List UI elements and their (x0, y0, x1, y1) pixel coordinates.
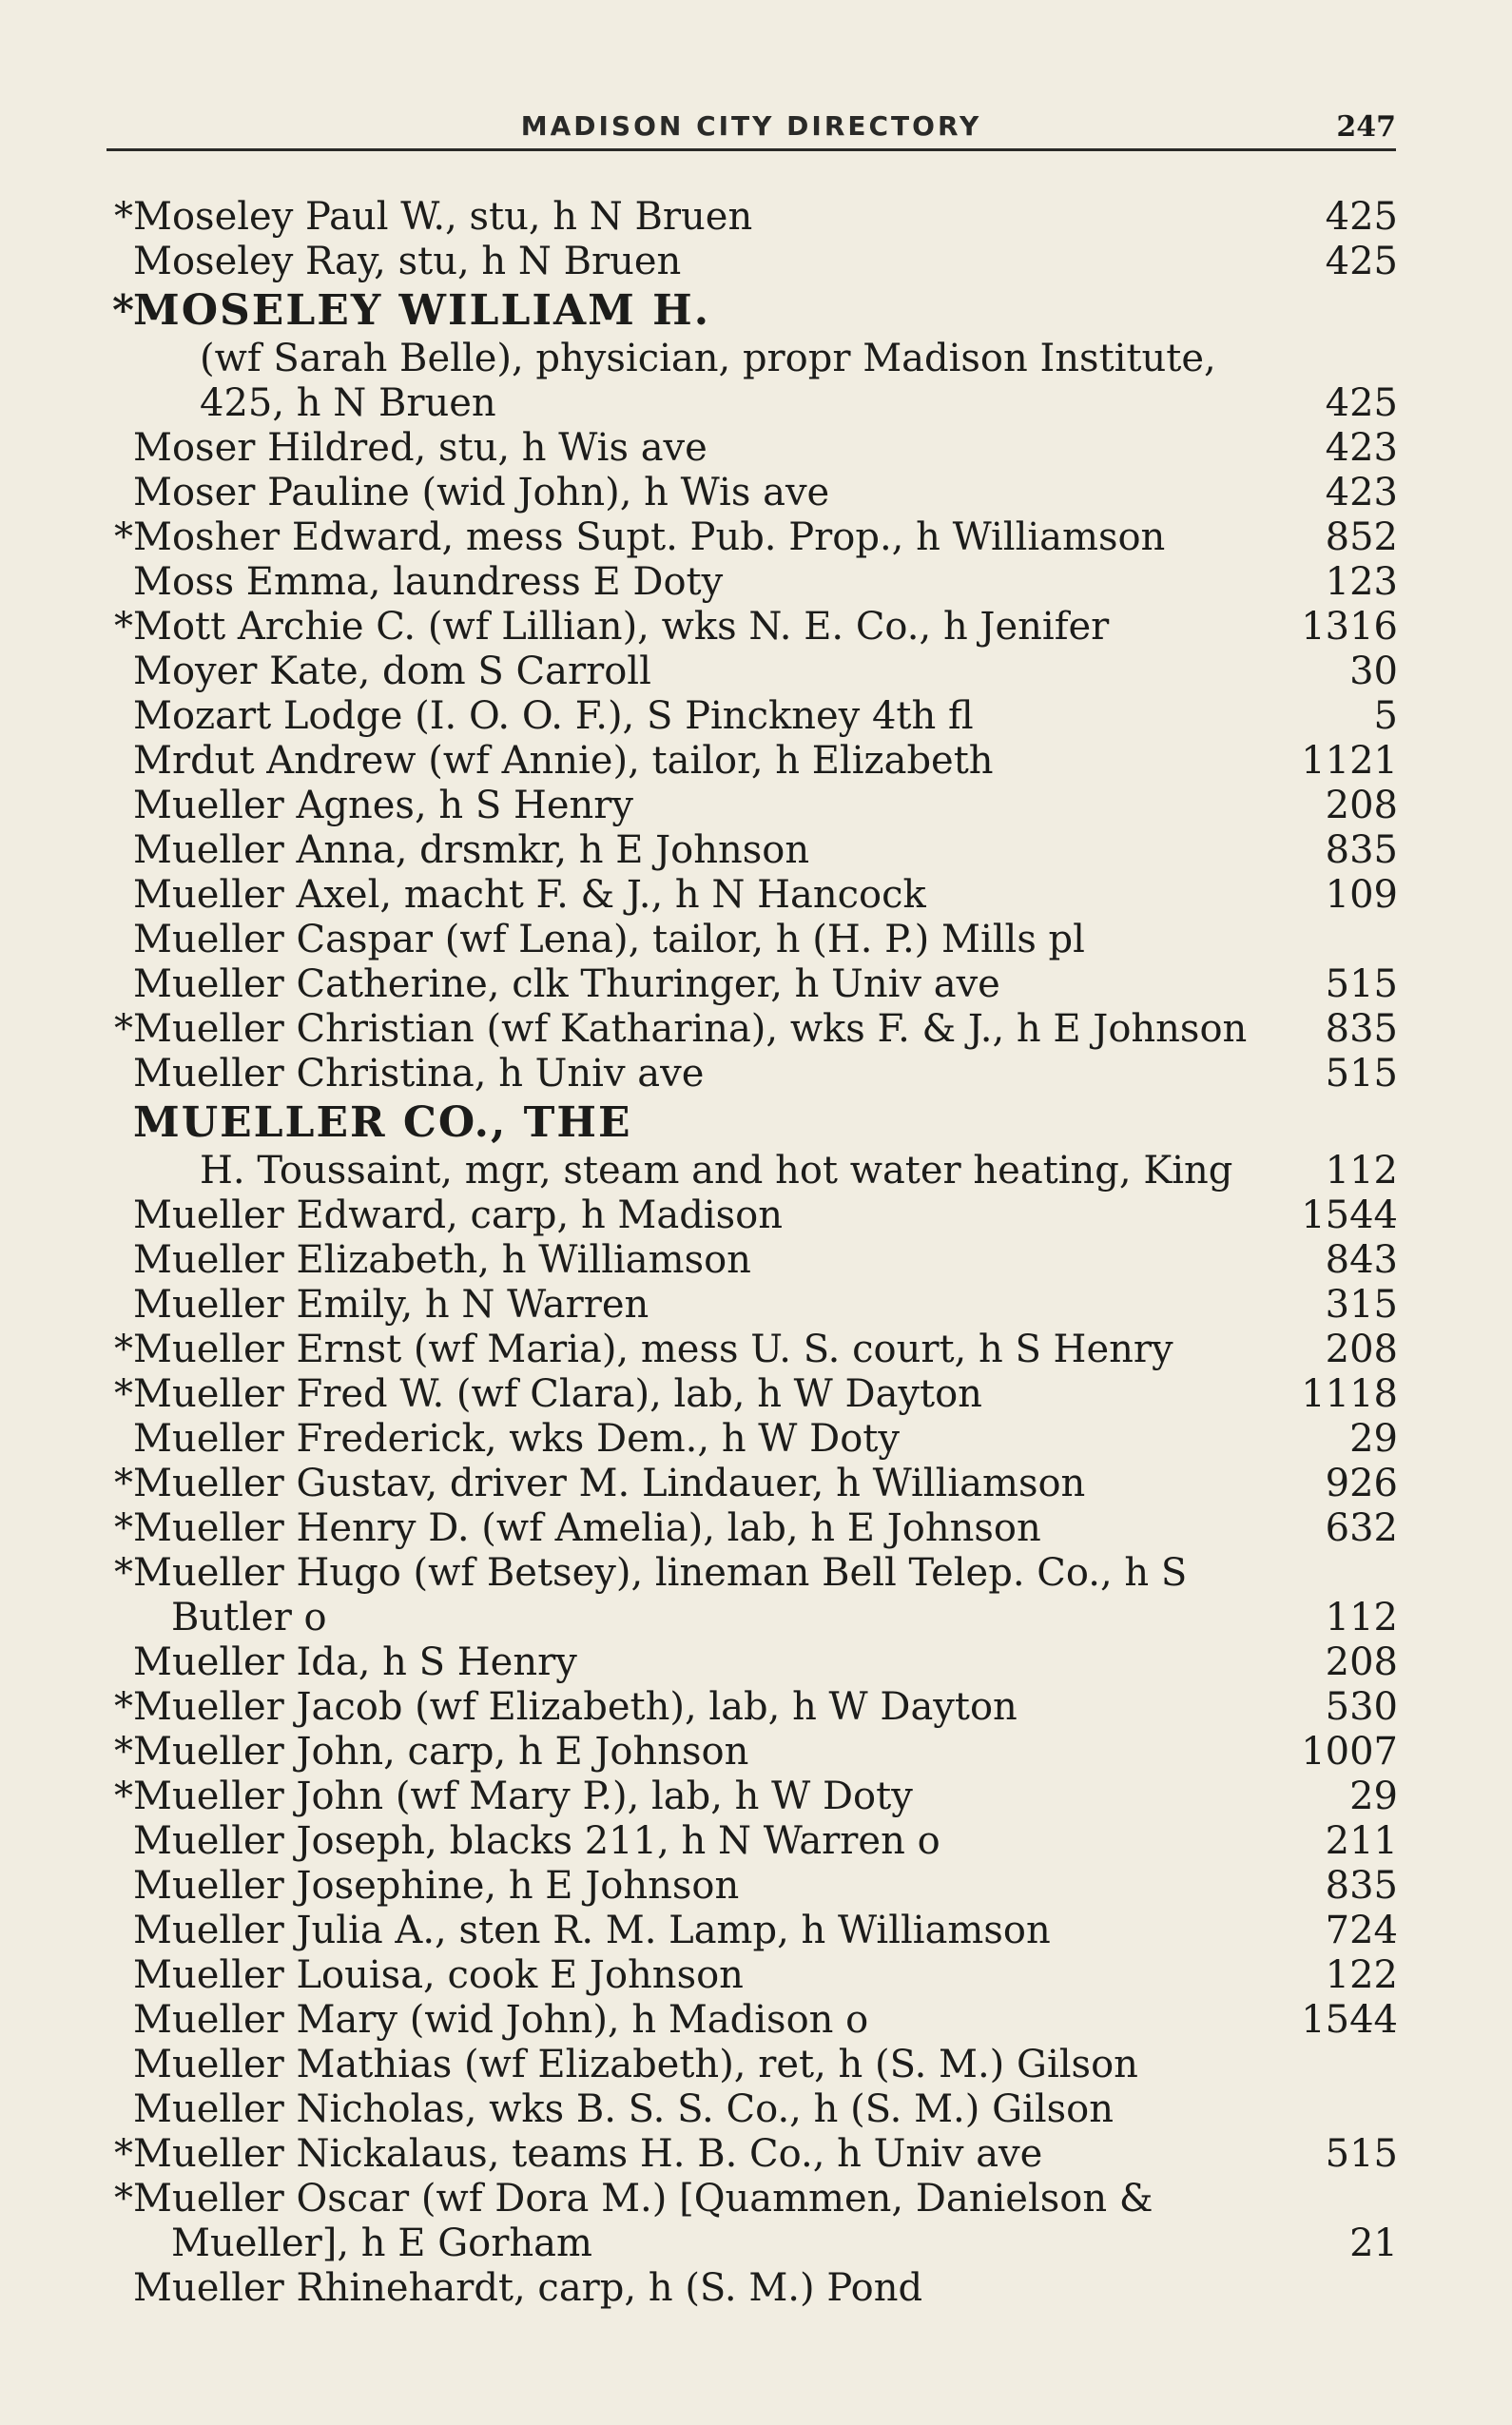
entry-text: Mueller Louisa, cook E Johnson (133, 1953, 744, 1997)
page-number: 247 (1336, 110, 1396, 144)
entry-address-number: 30 (1349, 650, 1398, 693)
directory-entry (112, 1283, 1398, 1328)
directory-entry (112, 1506, 1398, 1551)
resident-star-marker: * (114, 1462, 133, 1505)
directory-entry (112, 1730, 1398, 1775)
resident-star-marker: * (114, 1775, 133, 1818)
entry-address-number: 425 (1325, 240, 1398, 283)
directory-entry (112, 1775, 1398, 1819)
entry-text: Moss Emma, laundress E Doty (133, 560, 724, 604)
resident-star-marker: * (114, 195, 133, 239)
entry-text: Mueller Christina, h Univ ave (133, 1052, 705, 1096)
entry-text: Mueller Catherine, clk Thuringer, h Univ ave (133, 962, 1000, 1006)
directory-entry (112, 962, 1398, 1007)
entry-text: H. Toussaint, mgr, steam and hot water heating, King (200, 1149, 1233, 1193)
entry-address-number: 208 (1325, 1328, 1398, 1371)
entry-text: Mueller John (wf Mary P.), lab, h W Doty (133, 1775, 913, 1818)
entry-text: Mueller Gustav, driver M. Lindauer, h Williamson (133, 1462, 1086, 1505)
directory-entry (112, 1819, 1398, 1864)
entry-text: Mueller Frederick, wks Dem., h W Doty (133, 1417, 900, 1461)
entry-address-number: 425 (1325, 381, 1398, 425)
resident-star-marker: * (114, 605, 133, 649)
entry-address-number: 835 (1325, 1864, 1398, 1908)
entry-address-number: 1118 (1301, 1372, 1398, 1416)
directory-entry (112, 195, 1398, 240)
directory-entry (112, 1462, 1398, 1506)
resident-star-marker: * (114, 1506, 133, 1550)
running-title: MADISON CITY DIRECTORY (520, 110, 982, 142)
entry-heading (112, 284, 1398, 337)
directory-entry (112, 1953, 1398, 1998)
resident-star-marker: * (114, 1372, 133, 1416)
entry-address-number: 843 (1325, 1238, 1398, 1282)
entry-text: Mozart Lodge (I. O. O. F.), S Pinckney 4th fl (133, 694, 974, 738)
entry-text: Mueller Nicholas, wks B. S. S. Co., h (S. M.) Gilson (133, 2087, 1114, 2131)
entry-text: Moseley Ray, stu, h N Bruen (133, 240, 682, 283)
entry-address-number: 835 (1325, 1007, 1398, 1051)
entry-address-number: 425 (1325, 195, 1398, 239)
directory-entry (112, 1328, 1398, 1372)
entry-text: Moser Pauline (wid John), h Wis ave (133, 471, 830, 514)
entry-address-number: 423 (1325, 471, 1398, 514)
entry-text: Butler o (171, 1596, 327, 1639)
entry-continuation (112, 381, 1398, 426)
entry-address-number: 1316 (1301, 605, 1398, 649)
entry-text: Mueller], h E Gorham (171, 2221, 592, 2265)
entry-address-number: 109 (1325, 873, 1398, 917)
resident-star-marker: * (114, 1328, 133, 1371)
entry-address-number: 1544 (1301, 1998, 1398, 2042)
directory-entry (112, 1372, 1398, 1417)
entry-text: Moser Hildred, stu, h Wis ave (133, 426, 708, 470)
entry-address-number: 29 (1349, 1417, 1398, 1461)
resident-star-marker: * (114, 1730, 133, 1774)
directory-entry (112, 560, 1398, 605)
resident-star-marker: * (112, 286, 137, 335)
directory-entry (112, 1238, 1398, 1283)
entry-text: Mueller Agnes, h S Henry (133, 784, 633, 827)
entry-text: Mueller Fred W. (wf Clara), lab, h W Dayton (133, 1372, 982, 1416)
entry-text: Mueller Nickalaus, teams H. B. Co., h Univ ave (133, 2132, 1043, 2176)
entry-text: Mueller Julia A., sten R. M. Lamp, h Williamson (133, 1909, 1051, 1952)
entry-text: Mueller Ernst (wf Maria), mess U. S. court, h S Henry (133, 1328, 1173, 1371)
directory-entry (112, 2266, 1398, 2311)
directory-entry (112, 1864, 1398, 1909)
directory-entry (112, 1007, 1398, 1052)
entry-text: Mueller Mary (wid John), h Madison o (133, 1998, 869, 2042)
entry-address-number: 208 (1325, 784, 1398, 827)
directory-entry (112, 1640, 1398, 1685)
entry-text: MUELLER CO., THE (133, 1098, 632, 1147)
resident-star-marker: * (114, 2132, 133, 2176)
entry-address-number: 423 (1325, 426, 1398, 470)
directory-entry (112, 1909, 1398, 1953)
entry-address-number: 835 (1325, 828, 1398, 872)
entry-text: Mott Archie C. (wf Lillian), wks N. E. Co., h Jenifer (133, 605, 1110, 649)
entry-text: Mueller Ida, h S Henry (133, 1640, 577, 1684)
directory-entry (112, 605, 1398, 650)
entry-address-number: 208 (1325, 1640, 1398, 1684)
entry-address-number: 5 (1373, 694, 1398, 738)
entry-continuation (112, 1149, 1398, 1193)
entry-text: 425, h N Bruen (200, 381, 496, 425)
entry-address-number: 1121 (1301, 739, 1398, 783)
entry-address-number: 122 (1325, 1953, 1398, 1997)
directory-entry (112, 739, 1398, 784)
entry-address-number: 724 (1325, 1909, 1398, 1952)
entry-address-number: 632 (1325, 1506, 1398, 1550)
entry-text: Mosher Edward, mess Supt. Pub. Prop., h Williamson (133, 515, 1166, 559)
entry-address-number: 515 (1325, 2132, 1398, 2176)
directory-entry (112, 471, 1398, 515)
entry-address-number: 926 (1325, 1462, 1398, 1505)
directory-entry (112, 1052, 1398, 1096)
directory-entry (112, 1417, 1398, 1462)
entry-address-number: 112 (1325, 1596, 1398, 1639)
directory-entry (112, 918, 1398, 962)
entry-address-number: 515 (1325, 962, 1398, 1006)
resident-star-marker: * (114, 515, 133, 559)
directory-entry (112, 1998, 1398, 2043)
directory-entry (112, 1193, 1398, 1238)
directory-entry (112, 426, 1398, 471)
directory-entry (112, 2087, 1398, 2132)
entry-address-number: 1007 (1301, 1730, 1398, 1774)
entry-address-number: 315 (1325, 1283, 1398, 1327)
entry-text: Mueller Jacob (wf Elizabeth), lab, h W Dayton (133, 1685, 1018, 1729)
entry-text: Mueller Joseph, blacks 211, h N Warren o (133, 1819, 940, 1863)
directory-entry (112, 2177, 1398, 2221)
directory-entry (112, 1551, 1398, 1596)
entry-address-number: 112 (1325, 1149, 1398, 1193)
entry-address-number: 852 (1325, 515, 1398, 559)
entry-continuation (112, 1596, 1398, 1640)
directory-entry (112, 2043, 1398, 2087)
directory-entry (112, 784, 1398, 828)
directory-entries (112, 195, 1398, 2311)
entry-text: Mueller Mathias (wf Elizabeth), ret, h (S. M.) Gilson (133, 2043, 1138, 2086)
directory-entry (112, 650, 1398, 694)
entry-text: Mueller Henry D. (wf Amelia), lab, h E Johnson (133, 1506, 1041, 1550)
resident-star-marker: * (114, 1007, 133, 1051)
directory-entry (112, 1685, 1398, 1730)
entry-text: Mueller Anna, drsmkr, h E Johnson (133, 828, 810, 872)
page-header (107, 103, 1396, 151)
entry-text: Mueller John, carp, h E Johnson (133, 1730, 749, 1774)
entry-text: Mueller Caspar (wf Lena), tailor, h (H. P.) Mills pl (133, 918, 1085, 961)
entry-text: Moseley Paul W., stu, h N Bruen (133, 195, 753, 239)
entry-text: Mueller Emily, h N Warren (133, 1283, 649, 1327)
entry-address-number: 29 (1349, 1775, 1398, 1818)
directory-entry (112, 873, 1398, 918)
entry-heading (112, 1096, 1398, 1149)
directory-entry (112, 694, 1398, 739)
entry-text: Mrdut Andrew (wf Annie), tailor, h Elizabeth (133, 739, 994, 783)
entry-address-number: 21 (1349, 2221, 1398, 2265)
resident-star-marker: * (114, 1685, 133, 1729)
directory-entry (112, 240, 1398, 284)
directory-entry (112, 515, 1398, 560)
entry-text: Mueller Oscar (wf Dora M.) [Quammen, Danielson & (133, 2177, 1153, 2221)
entry-address-number: 515 (1325, 1052, 1398, 1096)
entry-address-number: 211 (1325, 1819, 1398, 1863)
entry-text: (wf Sarah Belle), physician, propr Madison Institute, (200, 337, 1216, 380)
entry-text: Mueller Hugo (wf Betsey), lineman Bell Telep. Co., h S (133, 1551, 1188, 1595)
directory-entry (112, 828, 1398, 873)
entry-text: Mueller Josephine, h E Johnson (133, 1864, 740, 1908)
entry-address-number: 123 (1325, 560, 1398, 604)
entry-text: Mueller Rhinehardt, carp, h (S. M.) Pond (133, 2266, 923, 2310)
entry-text: Mueller Christian (wf Katharina), wks F. & J., h E Johnson (133, 1007, 1248, 1051)
entry-continuation (112, 337, 1398, 381)
entry-text: Mueller Elizabeth, h Williamson (133, 1238, 751, 1282)
entry-text: Moyer Kate, dom S Carroll (133, 650, 651, 693)
resident-star-marker: * (114, 1551, 133, 1595)
resident-star-marker: * (114, 2177, 133, 2221)
entry-continuation (112, 2221, 1398, 2266)
entry-text: MOSELEY WILLIAM H. (133, 286, 711, 335)
entry-address-number: 530 (1325, 1685, 1398, 1729)
entry-text: Mueller Edward, carp, h Madison (133, 1193, 783, 1237)
entry-text: Mueller Axel, macht F. & J., h N Hancock (133, 873, 926, 917)
directory-entry (112, 2132, 1398, 2177)
entry-address-number: 1544 (1301, 1193, 1398, 1237)
